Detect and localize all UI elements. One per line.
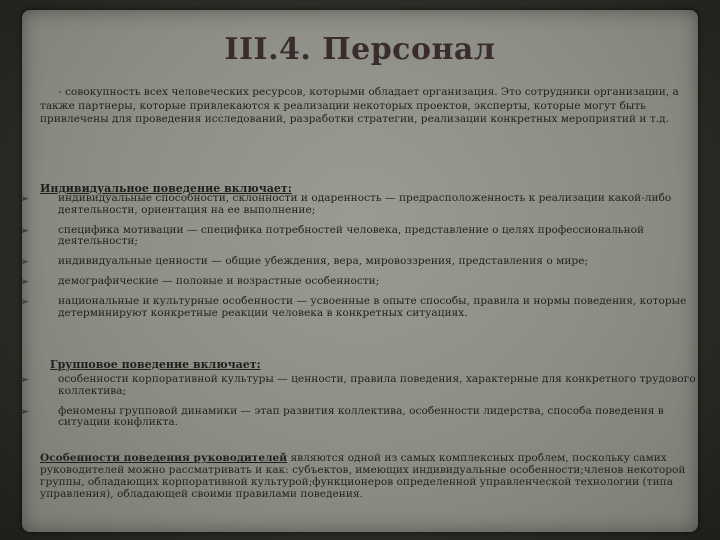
arrow-bullet-icon: ➢ bbox=[20, 255, 30, 269]
list-item: ➢ особенности корпоративной культуры — ценности, правила поведения, характерные для конкретного трудового коллектива; bbox=[20, 373, 696, 397]
individual-behavior-heading: Индивидуальное поведение включает: bbox=[40, 182, 292, 195]
group-behavior-list bbox=[22, 374, 698, 437]
list-item: ➢ индивидуальные ценности — общие убеждения, вера, мировоззрения, представления о мире; bbox=[20, 255, 589, 269]
arrow-bullet-icon: ➢ bbox=[20, 274, 30, 288]
list-item: ➢ национальные и культурные особенности — усвоенные в опыте способы, правила и нормы поведения, которые детерминируют конкретные реакции человека в конкретных ситуациях. bbox=[20, 294, 687, 319]
list-item: ➢ демографические — половые и возрастные особенности; bbox=[20, 274, 380, 288]
closing-lead: Особенности поведения руководителей bbox=[40, 452, 288, 464]
intro-paragraph: - совокупность всех человеческих ресурсов, которыми обладает организация. Это сотрудники организации, а также партнеры, которые привлекаются к реализации некоторых проектов, эксперты, которые могут быть привлечены для проведения исследований, разработки стратегии, реализации конкретных мероприятий и т.д. bbox=[40, 86, 679, 125]
arrow-bullet-icon: ➢ bbox=[20, 192, 30, 205]
arrow-bullet-icon: ➢ bbox=[20, 223, 30, 237]
page-title: III.4. Персонал bbox=[224, 32, 496, 67]
list-item: ➢ феномены групповой динамики — этап развития коллектива, особенности лидерства, способа поведения в ситуации конфликта. bbox=[20, 404, 664, 429]
closing-paragraph bbox=[40, 452, 695, 500]
closing-rest: являются одной из самых комплексных проблем, поскольку самих руководителей можно рассматривать и как: субъектов, имеющих индивидуальные особенности;членов некоторой группы, обладающих корпоративной культурой;функционеров определенной управленческой технологии (типа управления), обладающей своими правилами поведения. bbox=[40, 452, 686, 500]
list-item: ➢ индивидуальные способности, склонности и одаренность — предрасположенность к реализации какой-либо деятельности, ориентация на ее выполнение; bbox=[20, 192, 672, 216]
group-behavior-heading: Групповое поведение включает: bbox=[50, 358, 261, 371]
individual-behavior-list bbox=[22, 193, 698, 327]
arrow-bullet-icon: ➢ bbox=[20, 373, 30, 386]
arrow-bullet-icon: ➢ bbox=[20, 404, 30, 418]
list-item: ➢ специфика мотивации — специфика потребностей человека, представление о целях профессиональной деятельности; bbox=[20, 223, 645, 248]
slide-panel bbox=[22, 10, 698, 532]
arrow-bullet-icon: ➢ bbox=[20, 294, 30, 308]
